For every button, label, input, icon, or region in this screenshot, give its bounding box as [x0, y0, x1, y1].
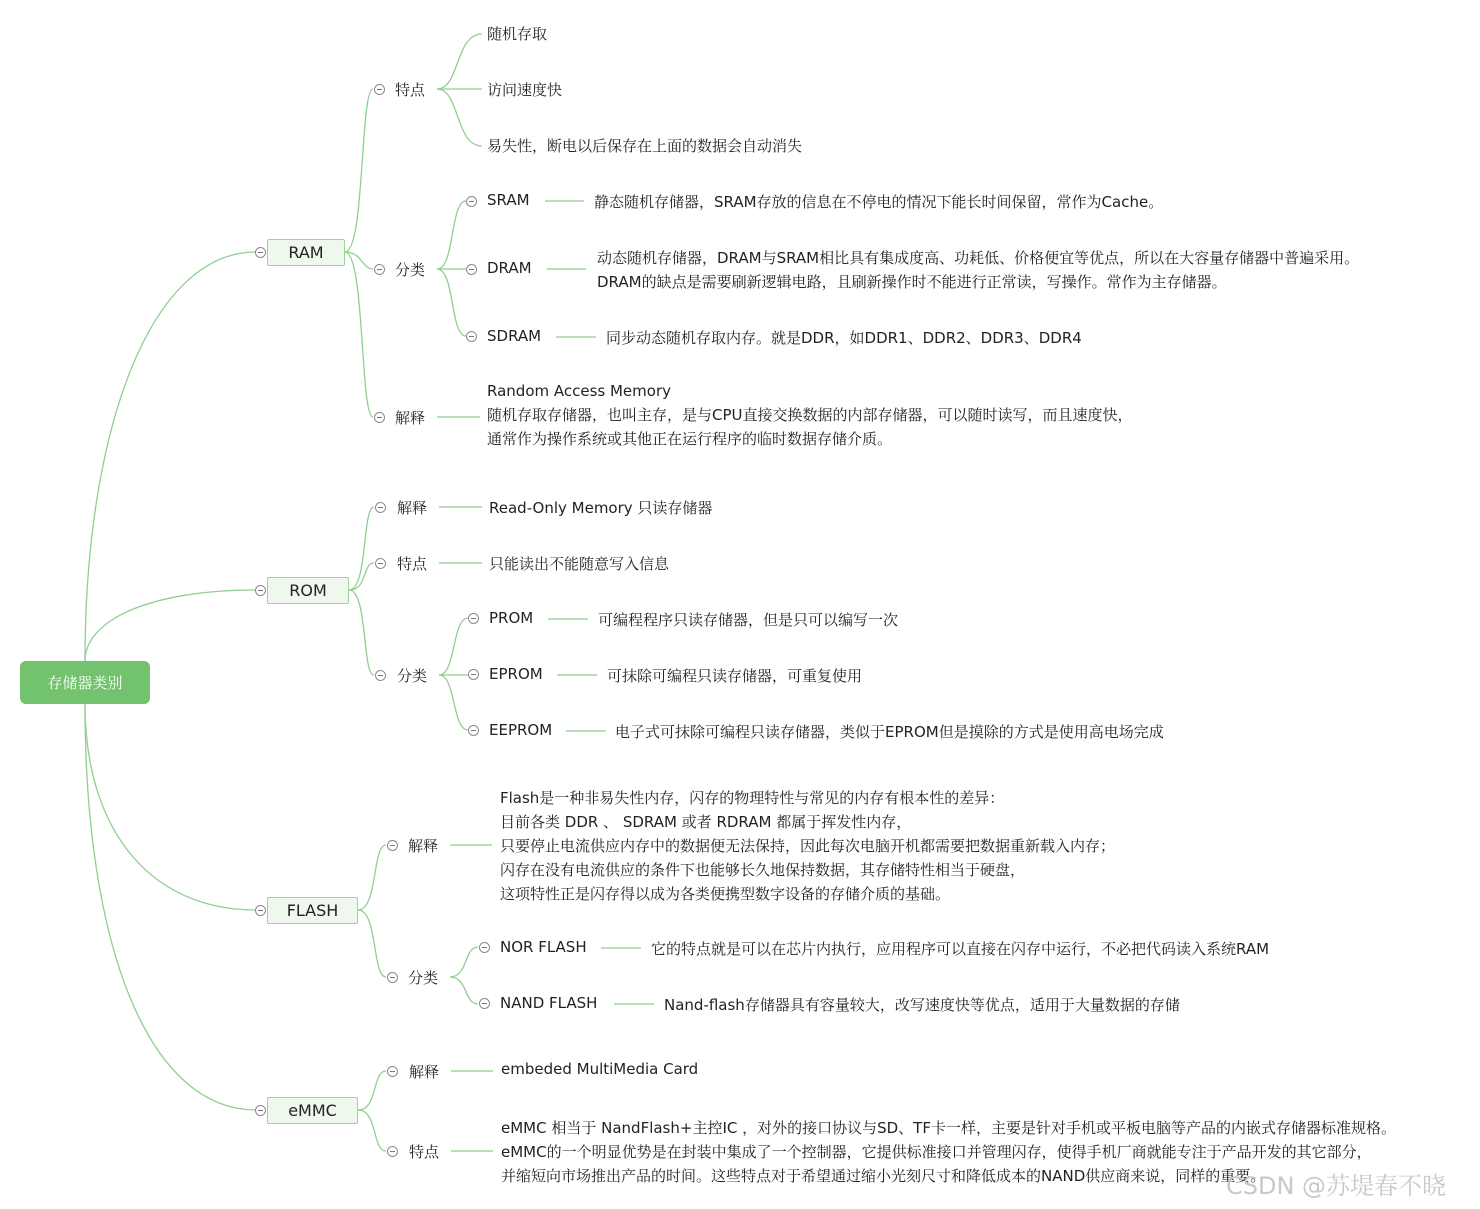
ram-feature-item: 易失性，断电以后保存在上面的数据会自动消失: [487, 137, 803, 155]
node-rom[interactable]: ROM: [267, 577, 349, 604]
nand-flash-label[interactable]: NAND FLASH: [500, 994, 598, 1012]
rom-features-text: 只能读出不能随意写入信息: [489, 555, 670, 573]
collapse-icon[interactable]: [255, 585, 266, 596]
nor-flash-desc: 它的特点就是可以在芯片内执行，应用程序可以直接在闪存中运行，不必把代码读入系统RAM: [651, 940, 1270, 958]
eprom-label[interactable]: EPROM: [489, 665, 543, 683]
eeprom-desc: 电子式可抹除可编程只读存储器，类似于EPROM但是摸除的方式是使用高电场完成: [615, 723, 1164, 741]
collapse-icon[interactable]: [387, 972, 398, 983]
collapse-icon[interactable]: [479, 998, 490, 1009]
emmc-explain-label[interactable]: 解释: [409, 1063, 440, 1081]
node-emmc[interactable]: eMMC: [267, 1097, 358, 1124]
rom-types-label[interactable]: 分类: [397, 667, 428, 685]
eprom-desc: 可抹除可编程只读存储器，可重复使用: [607, 667, 863, 685]
watermark: CSDN @苏堤春不晓: [1226, 1172, 1447, 1200]
collapse-icon[interactable]: [374, 264, 385, 275]
emmc-features-text: eMMC 相当于 NandFlash+主控IC ，对外的接口协议与SD、TF卡一样，主要是针对手机或平板电脑等产品的内嵌式存储器标准规格。 eMMC的一个明显优势是在封装中集成了一个控制器，它提供标准接口并管理闪存，使得手机厂商就能专注于产品开发的其它部分， 并缩短向市场推出产品的时间。这些特点对于希望通过缩小光刻尺寸和降低成本的NAND供应商来说，同样的重要。: [501, 1119, 1396, 1185]
collapse-icon[interactable]: [387, 1066, 398, 1077]
ram-features-label[interactable]: 特点: [395, 81, 426, 99]
collapse-icon[interactable]: [387, 840, 398, 851]
sdram-label[interactable]: SDRAM: [487, 327, 542, 345]
eeprom-label[interactable]: EEPROM: [489, 721, 553, 739]
collapse-icon[interactable]: [468, 613, 479, 624]
collapse-icon[interactable]: [468, 669, 479, 680]
ram-feature-item: 访问速度快: [487, 81, 563, 99]
flash-explain-label[interactable]: 解释: [408, 837, 439, 855]
collapse-icon[interactable]: [466, 264, 477, 275]
collapse-icon[interactable]: [255, 905, 266, 916]
ram-types-label[interactable]: 分类: [395, 261, 426, 279]
rom-explain-label[interactable]: 解释: [397, 499, 428, 517]
collapse-icon[interactable]: [375, 502, 386, 513]
nand-flash-desc: Nand-flash存储器具有容量较大，改写速度快等优点，适用于大量数据的存储: [664, 996, 1180, 1014]
node-flash[interactable]: FLASH: [267, 897, 358, 924]
collapse-icon[interactable]: [375, 558, 386, 569]
dram-desc: 动态随机存储器，DRAM与SRAM相比具有集成度高、功耗低、价格便宜等优点，所以在大容量存储器中普遍采用。 DRAM的缺点是需要刷新逻辑电路，且刷新操作时不能进行正常读，写操作。常作为主存储器。: [597, 249, 1360, 291]
ram-explain-text: Random Access Memory 随机存取存储器，也叫主存，是与CPU直接交换数据的内部存储器，可以随时读写，而且速度快， 通常作为操作系统或其他正在运行程序的临时数据存储介质。: [487, 382, 1133, 448]
emmc-features-label[interactable]: 特点: [409, 1143, 440, 1161]
ram-explain-label[interactable]: 解释: [395, 409, 426, 427]
sdram-desc: 同步动态随机存取内存。就是DDR，如DDR1、DDR2、DDR3、DDR4: [606, 329, 1082, 347]
flash-explain-text: Flash是一种非易失性内存，闪存的物理特性与常见的内存有根本性的差异： 目前各类 DDR 、 SDRAM 或者 RDRAM 都属于挥发性内存， 只要停止电流供应内存中的数据便无法保持，因此每次电脑开机都需要把数据重新载入内存； 闪存在没有电流供应的条件下也能够长久地保持数据，其存储特性相当于硬盘， 这项特性正是闪存得以成为各类便携型数字设备的存储介质的基础。: [500, 789, 1116, 903]
collapse-icon[interactable]: [374, 84, 385, 95]
flash-types-label[interactable]: 分类: [408, 969, 439, 987]
emmc-explain-text: embeded MultiMedia Card: [501, 1060, 699, 1078]
prom-desc: 可编程程序只读存储器，但是只可以编写一次: [598, 611, 899, 629]
collapse-icon[interactable]: [375, 670, 386, 681]
collapse-icon[interactable]: [255, 247, 266, 258]
rom-features-label[interactable]: 特点: [397, 555, 428, 573]
prom-label[interactable]: PROM: [489, 609, 534, 627]
collapse-icon[interactable]: [374, 412, 385, 423]
ram-feature-item: 随机存取: [487, 25, 548, 43]
collapse-icon[interactable]: [468, 725, 479, 736]
dram-label[interactable]: DRAM: [487, 259, 532, 277]
collapse-icon[interactable]: [387, 1146, 398, 1157]
collapse-icon[interactable]: [466, 196, 477, 207]
collapse-icon[interactable]: [255, 1105, 266, 1116]
sram-label[interactable]: SRAM: [487, 191, 530, 209]
node-ram[interactable]: RAM: [267, 239, 345, 266]
sram-desc: 静态随机存储器，SRAM存放的信息在不停电的情况下能长时间保留，常作为Cache。: [594, 193, 1164, 211]
nor-flash-label[interactable]: NOR FLASH: [500, 938, 587, 956]
root-node[interactable]: 存储器类别: [20, 661, 150, 704]
rom-explain-text: Read-Only Memory 只读存储器: [489, 499, 713, 517]
collapse-icon[interactable]: [479, 942, 490, 953]
collapse-icon[interactable]: [466, 331, 477, 342]
